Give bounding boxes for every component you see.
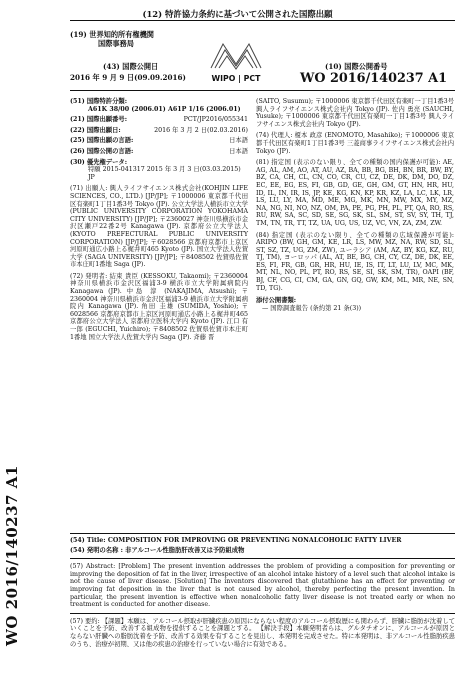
inventors-continued: (SAITO, Susumu); 〒1000006 東京都千代田区有楽町一丁目1番3号 興人ライフサイエンス株式会社内 Tokyo (JP). 佐内 勇亮 (SAUCHI, Yusuke); 〒1000006 東京都千代田区有楽町一丁目1番3号 興人ライフサイエンス株式会社内 Tokyo (JP).	[256, 98, 454, 128]
title-and-abstract	[70, 537, 455, 648]
field-26-label: (26) 国際公開の言語:	[70, 147, 134, 155]
field-84-regional-states: (84) 指定国 (表示のない限り、全ての種類の広域保護が可能): ARIPO (BW, GH, GM, KE, LR, LS, MW, MZ, NA, RW, SD, SL, ST, SZ, TZ, UG, ZM, ZW), ユーラシア (AM, AZ, BY, KG, KZ, RU, TJ, TM), ヨーロッパ (AL, AT, BE, BG, CH, CY, CZ, DE, DK, EE, ES, FI, FR, GB, GR, HR, HU, IE, IS, IT, LT, LU, LV, MC, MK, MT, NL, NO, PL, PT, RO, RS, SE, SI, SK, SM, TR), OAPI (BF, BJ, CF, CG, CI, CM, GA, GN, GQ, GW, KM, ML, MR, NE, SN, TD, TG).	[256, 231, 454, 292]
field-30-label: (30) 優先権データ:	[70, 158, 128, 166]
field-21	[70, 116, 248, 124]
field-25-label: (25) 国際出願の言語:	[70, 137, 134, 145]
field-22-value: 2016 年 3 月 2 日(02.03.2016)	[154, 126, 248, 134]
field-72-inventors: (72) 発明者: 結束 貴臣 (KESSOKU, Takaomi); 〒2360004 神奈川県横浜市金沢区福浦3-9 横浜市立大学附属病院内 Kanagawa (JP). 中島 淳 (NAKAJIMA, Atsushi); 〒2360004 神奈川県横浜市金沢区福浦3-9 横浜市立大学附属病院内 Kanagawa (JP). 角田 圭雄 (SUMIDA, Yoshio); 〒6028566 京都府京都市上京区河原町通広小路上る梶井町465 京都府公立大学法人 京都府立医科大学内 Kyoto (JP). 江口 有一郎 (EGUCHI, Yuichiro); 〒8408502 佐賀県佐賀市本庄町1番地 国立大学法人佐賀大学内 Saga (JP). 斉藤 晋	[70, 272, 248, 341]
pub-no-label: (10) 国際公開番号	[325, 62, 388, 71]
document-type-title: (12) 特許協力条約に基づいて公開された国際出願	[142, 9, 333, 19]
field-21-label: (21) 国際出願番号:	[70, 116, 128, 124]
field-74-agent: (74) 代理人: 榎本 政彦 (ENOMOTO, Masahiko); 〒1000006 東京都千代田区有楽町1丁目1番3号 三菱商事ライフサイエンス株式会社内 Tokyo (JP).	[256, 132, 454, 155]
field-21-value: PCT/JP2016/055341	[183, 116, 248, 124]
org-line-2: 国際事務局	[98, 39, 134, 48]
title-english: (54) Title: COMPOSITION FOR IMPROVING OR PREVENTING NONALCOHOLIC FATTY LIVER	[70, 537, 402, 544]
field-22-label: (22) 国際出願日:	[70, 126, 121, 134]
pub-number: WO 2016/140237 A1	[300, 71, 447, 86]
abstract-japanese: (57) 要約: 【課題】本願は、アルコール摂取が肝臓疾患の原因にならない程度のアルコール摂取歴にも関わらず、肝臓に脂肪が沈着していくことを予防、改善する組成物を提供することを課題とする。 【解決手段】本願発明者らは、グルタチオンに、アルコールが原因とならない肝臓への脂肪沈着を予防、改善する効果を有することを見出し、本発明を完成させた。特に本発明は、非アルコール性脂肪疾患のうち、治療が初期、又は他の疾患の治療を行っていない場合に有効である。	[70, 617, 455, 648]
field-22	[70, 127, 248, 135]
field-51-value: A61K 38/00 (2006.01) A61P 1/16 (2006.01)	[88, 105, 241, 113]
field-51-label: (51) 国際特許分類:	[70, 98, 128, 105]
field-26	[70, 148, 248, 156]
organization-block	[70, 30, 220, 48]
wipo-pct-wordmark: WIPO | PCT	[211, 74, 261, 83]
side-publication-number: WO 2016/140237 A1	[3, 465, 21, 646]
field-30-value: 特願 2015-041317 2015 年 3 月 3 日(03.03.2015) JP	[88, 166, 241, 181]
field-81-designated-states: (81) 指定国 (表示のない限り、全ての種類の国内保護が可能): AE, AG, AL, AM, AO, AT, AU, AZ, BA, BB, BG, BH, BN, BR, BW, BY, BZ, CA, CH, CL, CN, CO, CR, CU, CZ, DE, DK, DM, DO, DZ, EC, EE, EG, ES, FI, GB, GD, GE, GH, GM, GT, HN, HR, HU, ID, IL, IN, IR, IS, JP, KE, KG, KN, KP, KR, KZ, LA, LC, LK, LR, LS, LU, LY, MA, MD, ME, MG, MK, MN, MW, MX, MY, MZ, NA, NG, NI, NO, NZ, OM, PA, PE, PG, PH, PL, PT, QA, RO, RS, RU, RW, SA, SC, SD, SE, SG, SK, SL, SM, ST, SV, SY, TH, TJ, TM, TN, TR, TT, TZ, UA, UG, US, UZ, VC, VN, ZA, ZM, ZW.	[256, 159, 454, 227]
wipo-logo	[203, 38, 269, 86]
title-japanese: (54) 発明の名称 : 非アルコール性脂肪肝改善又は予防組成物	[70, 546, 245, 554]
field-25	[70, 137, 248, 145]
field-71-applicants: (71) 出願人: 興人ライフサイエンス株式会社(KOHJIN LIFE SCIENCES, CO., LTD.) [JP/JP]; 〒1000006 東京都千代田区有楽町1丁目1番3号 Tokyo (JP). 公立大学法人横浜市立大学 (PUBLIC UNIVERSITY CORPORATION YOKOHAMA CITY UNIVERSITY) [JP/JP]; 〒2360027 神奈川県横浜市金沢区瀬戸22番2号 Kanagawa (JP). 京都府公立大学法人 (KYOTO PREFECTURAL PUBLIC UNIVERSITY CORPORATION) [JP/JP]; 〒6028566 京都府京都市上京区河原町通広小路上る梶井町465 Kyoto (JP). 国立大学法人佐賀大学 (SAGA UNIVERSITY) [JP/JP]; 〒8408502 佐賀県佐賀市本庄町1番地 Saga (JP).	[70, 185, 248, 269]
abstract-english: (57) Abstract: [Problem] The present invention addresses the problem of providing a composition for preventing or improving the deposition of fat in the liver, irrespective of an alcohol intake history of a level such that alcohol intake is not the cause of liver disease. [Solution] The inventors discovered that glutathione has an effect for preventing or improving fat deposition in the liver that is not caused by alcohol, thereby perfecting the present invention. In particular, the present invention is effective when nonalcoholic fatty liver disease is not treated early or when no treatment is conducted for another disease.	[70, 563, 455, 609]
attachment-item: — 国際調査報告 (条約第 21 条(3))	[262, 304, 362, 312]
right-bibliographic-column	[256, 98, 454, 312]
wipo-emblem-icon	[203, 38, 269, 72]
org-line-1: (19) 世界知的所有権機関	[70, 30, 154, 39]
field-51	[70, 98, 248, 106]
pub-date: 2016 年 9 月 9 日(09.09.2016)	[70, 73, 186, 82]
left-bibliographic-column	[70, 98, 248, 341]
pub-date-label: (43) 国際公開日	[103, 62, 159, 71]
field-25-value: 日本語	[229, 137, 248, 145]
field-26-value: 日本語	[229, 147, 248, 155]
attachments-label: 添付公開書類:	[256, 297, 297, 305]
